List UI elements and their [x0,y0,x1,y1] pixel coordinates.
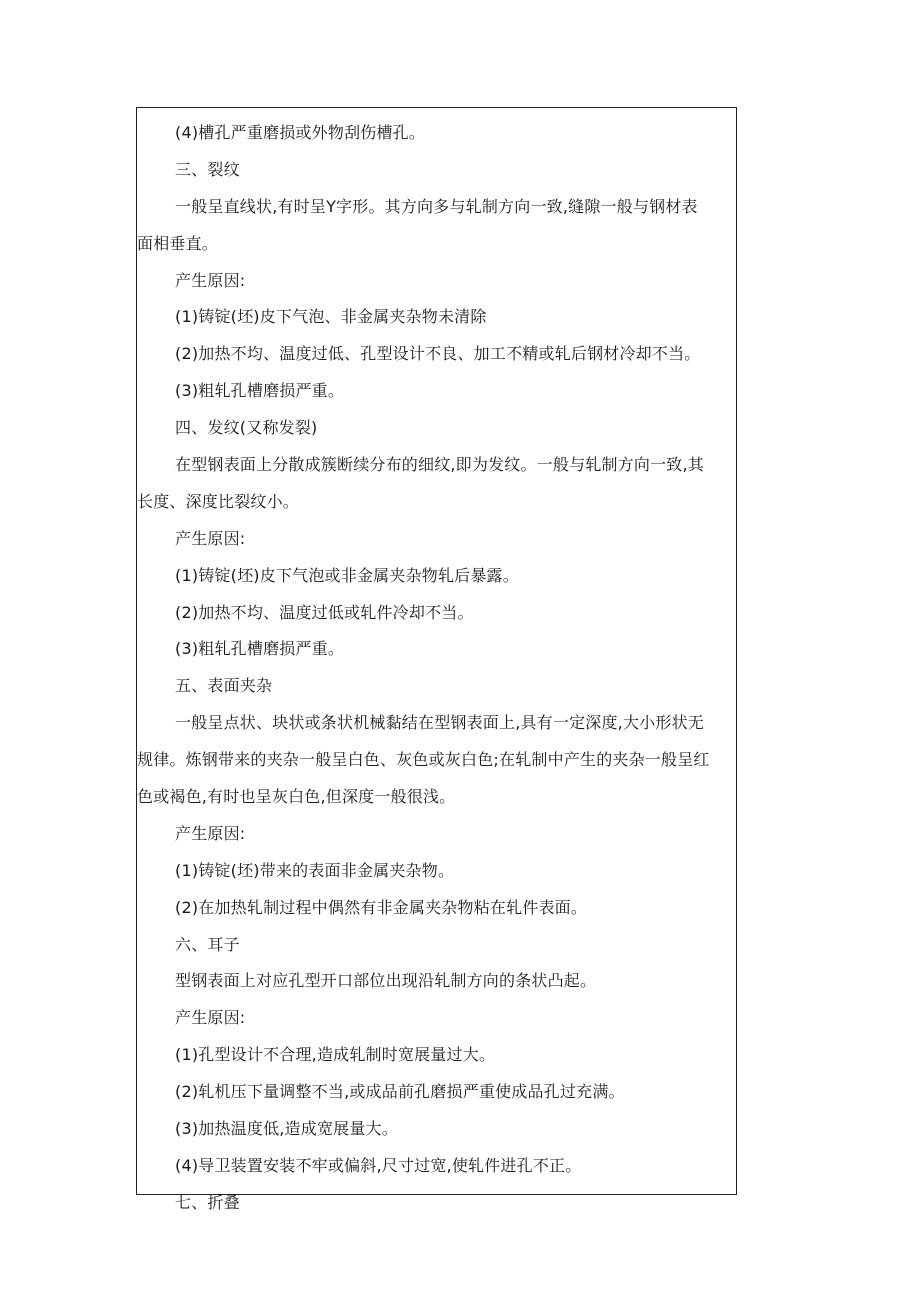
section-heading: 四、发纹(又称发裂) [175,418,318,438]
cause-item: (2)轧机压下量调整不当,或成品前孔磨损严重使成品孔过充满。 [175,1082,625,1102]
cause-item: (1)孔型设计不合理,造成轧制时宽展量过大。 [175,1045,496,1065]
description-line: 规律。炼钢带来的夹杂一般呈白色、灰色或灰白色;在轧制中产生的夹杂一般呈红 [137,750,710,770]
description-line: 面相垂直。 [137,233,219,253]
section-description [137,194,713,268]
description-line: 一般呈直线状,有时呈Y字形。其方向多与轧制方向一致,缝隙一般与钢材表 [175,196,698,216]
content-frame [136,107,737,1212]
causes-label: 产生原因: [175,1008,246,1028]
cause-item: (3)粗轧孔槽磨损严重。 [175,381,345,401]
section-heading: 三、裂纹 [175,159,240,179]
causes-label: 产生原因: [175,528,246,548]
section-description [137,710,713,821]
cause-item: (2)在加热轧制过程中偶然有非金属夹杂物粘在轧件表面。 [175,897,588,917]
cause-item: (1)铸锭(坯)皮下气泡或非金属夹杂物轧后暴露。 [175,565,519,585]
section-description: 型钢表面上对应孔型开口部位出现沿轧制方向的条状凸起。 [175,971,597,991]
cause-item: (2)加热不均、温度过低或轧件冷却不当。 [175,602,474,622]
cause-item: (3)粗轧孔槽磨损严重。 [175,639,345,659]
causes-label: 产生原因: [175,270,246,290]
description-line: 一般呈点状、块状或条状机械黏结在型钢表面上,具有一定深度,大小形状无 [175,713,704,733]
description-line: 长度、深度比裂纹小。 [137,491,300,511]
section-heading: 五、表面夹杂 [175,676,273,696]
section-heading: 七、折叠 [175,1192,240,1212]
cause-item: (1)铸锭(坯)带来的表面非金属夹杂物。 [175,860,455,880]
causes-label: 产生原因: [175,823,246,843]
cause-item: (2)加热不均、温度过低、孔型设计不良、加工不精或轧后钢材冷却不当。 [175,344,701,364]
document-body [137,120,713,1227]
cause-item: (4)导卫装置安装不牢或偏斜,尺寸过宽,使轧件进孔不正。 [175,1155,582,1175]
description-line: 色或褐色,有时也呈灰白色,但深度一般很浅。 [137,787,456,807]
section-heading: 六、耳子 [175,934,240,954]
description-line: 在型钢表面上分散成簇断续分布的细纹,即为发纹。一般与轧制方向一致,其 [175,455,704,475]
cause-item: (4)槽孔严重磨损或外物刮伤槽孔。 [175,123,426,142]
cause-item: (1)铸锭(坯)皮下气泡、非金属夹杂物未清除 [175,307,487,327]
cause-item: (3)加热温度低,造成宽展量大。 [175,1119,398,1139]
section-description [137,452,713,526]
